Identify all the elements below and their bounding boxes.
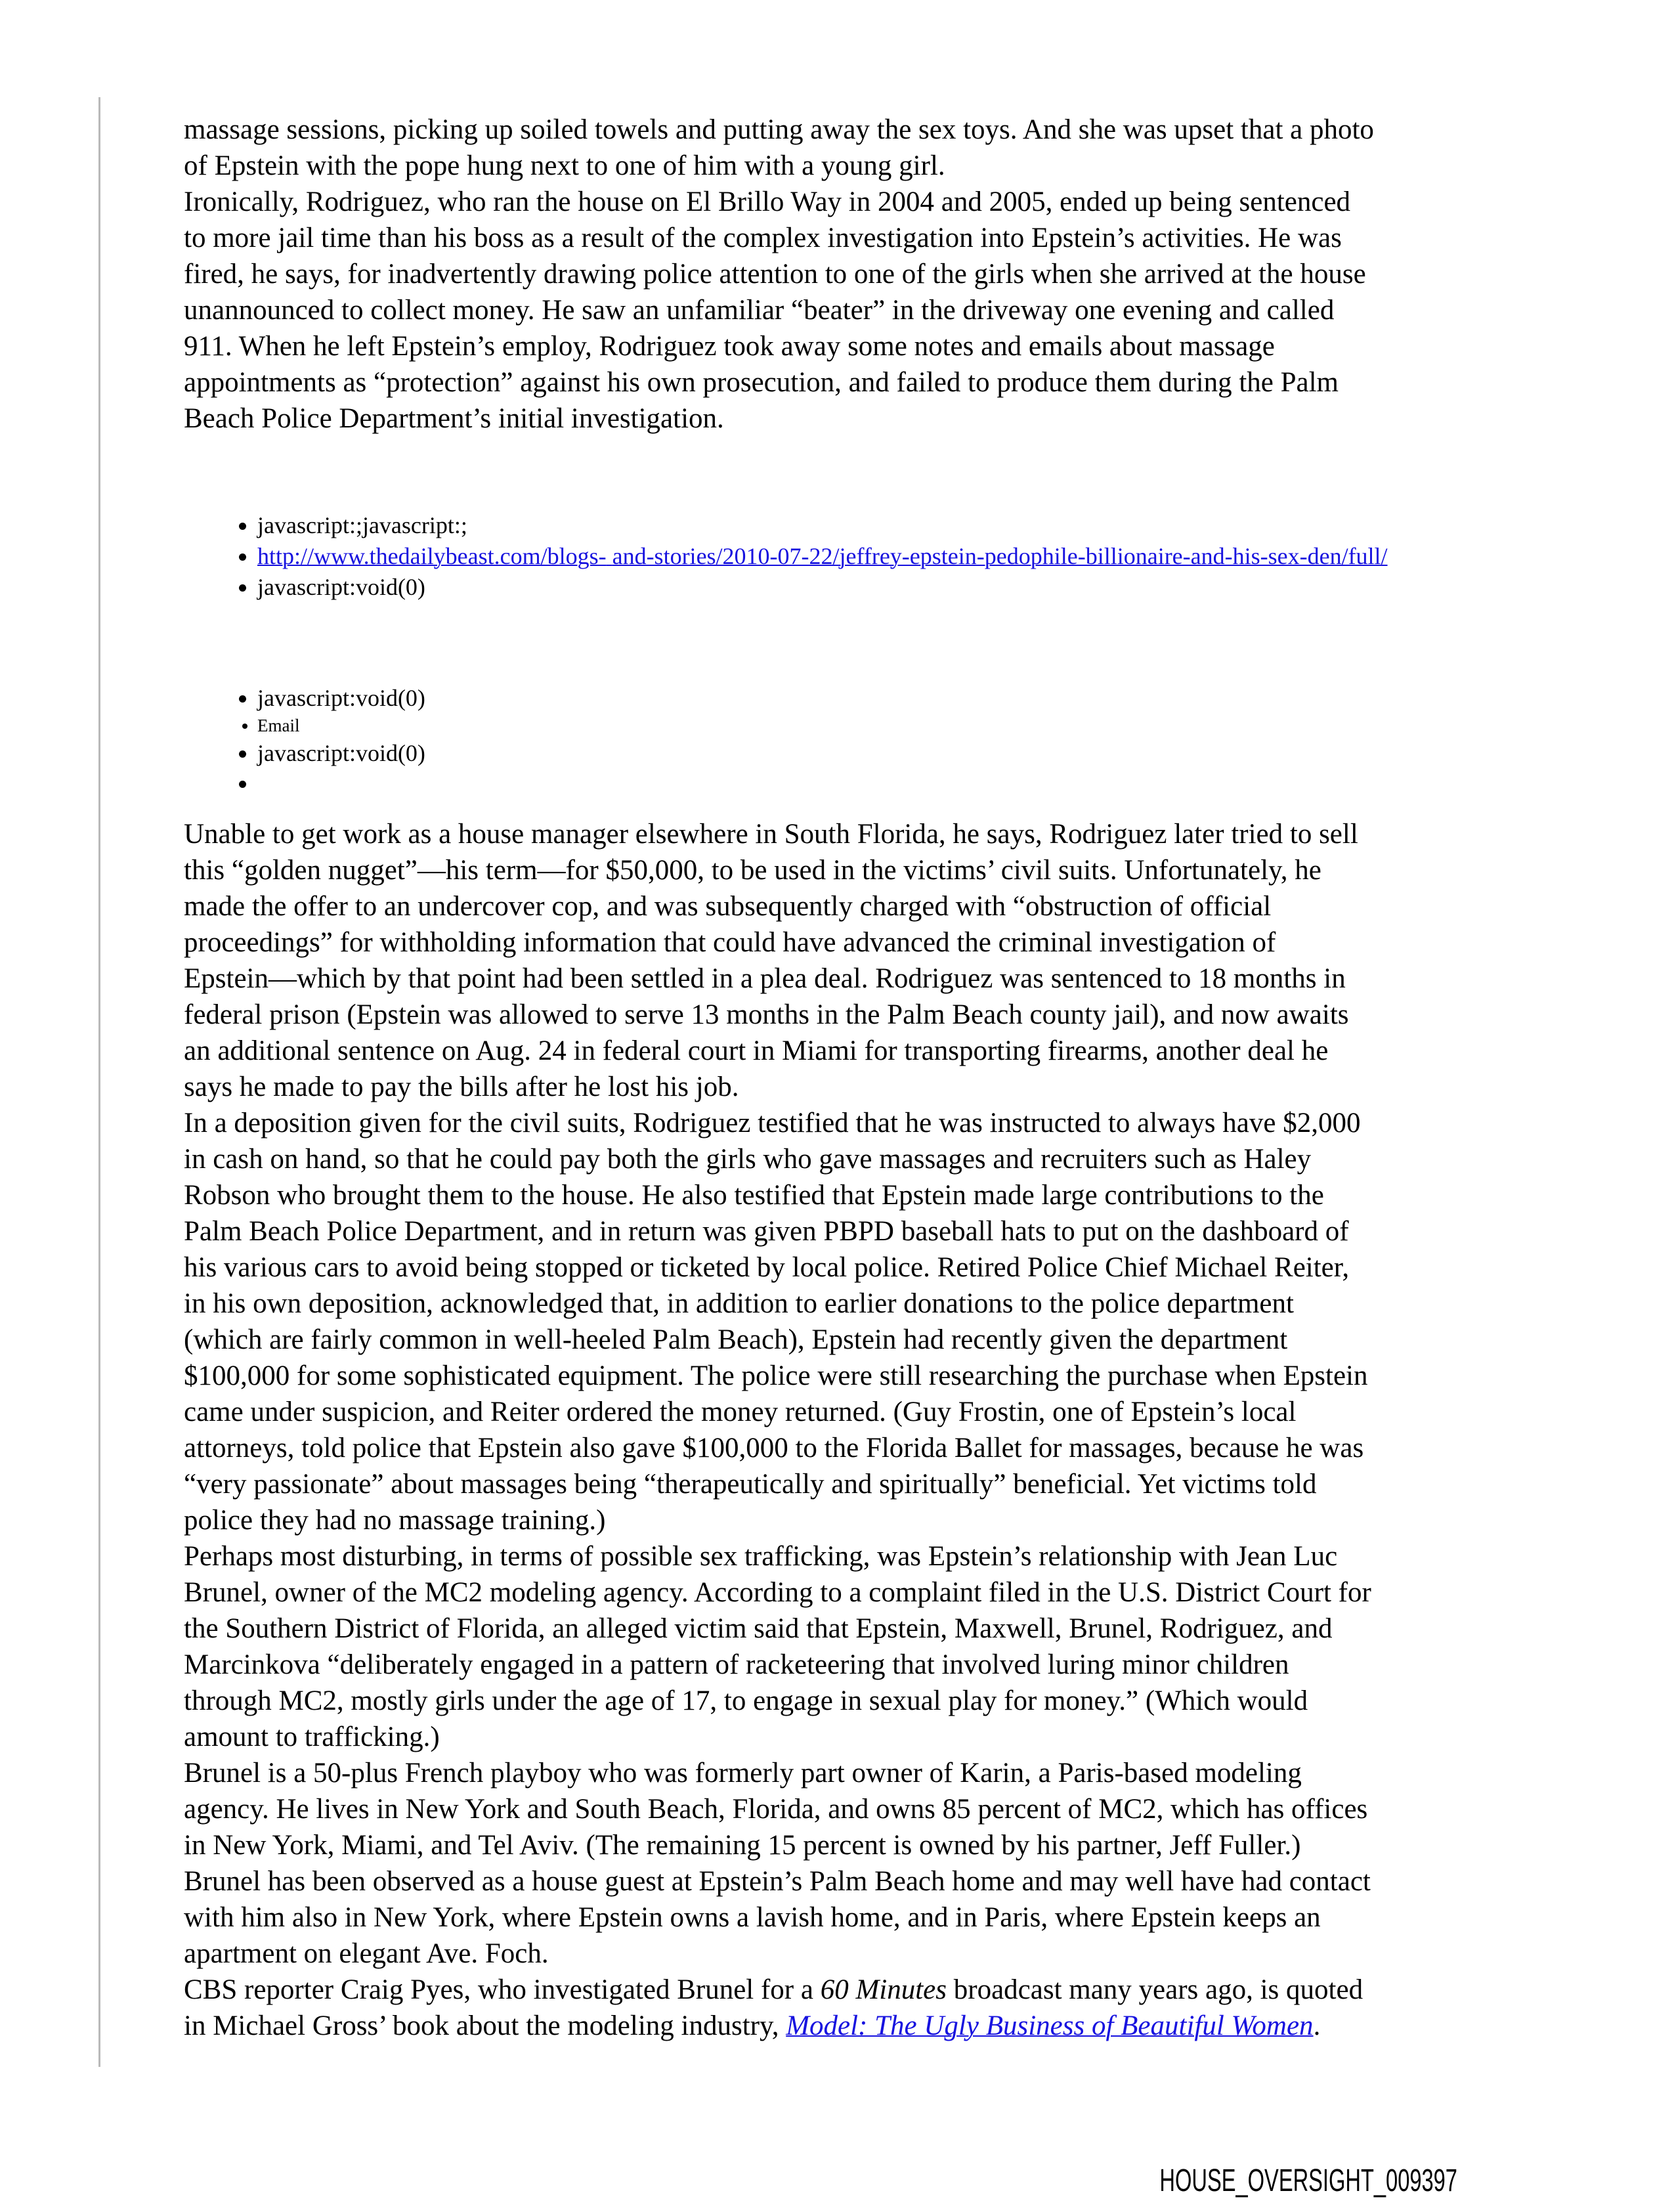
list-item-article-url	[257, 541, 1592, 572]
text-line: unannounced to collect money. He saw an unfamiliar “beater” in the driveway one evening and called	[184, 295, 1335, 326]
text-line: through MC2, mostly girls under the age of 17, to engage in sexual play for money.” (Which would	[184, 1685, 1308, 1716]
share-links-list	[184, 510, 1592, 603]
text-line: Unable to get work as a house manager elsewhere in South Florida, he says, Rodriguez later tried to sell	[184, 819, 1358, 850]
text-line: in his own deposition, acknowledged that, in addition to earlier donations to the police department	[184, 1288, 1294, 1319]
list-item-javascript	[257, 572, 1592, 603]
javascript-link-text: javascript:void(0)	[257, 740, 425, 766]
paragraph-5	[184, 1755, 1592, 1972]
text-line: Marcinkova “deliberately engaged in a pattern of racketeering that involved luring minor children	[184, 1649, 1289, 1680]
paragraph-6	[184, 1972, 1592, 2044]
text-line: Perhaps most disturbing, in terms of possible sex trafficking, was Epstein’s relationship with Jean Luc	[184, 1541, 1338, 1572]
text-line: Palm Beach Police Department, and in return was given PBPD baseball hats to put on the dashboard of	[184, 1216, 1349, 1247]
paragraph-3	[184, 1105, 1592, 1538]
text-line: says he made to pay the bills after he lost his job.	[184, 1072, 739, 1102]
text-line: Epstein—which by that point had been settled in a plea deal. Rodriguez was sentenced to 18 months in	[184, 963, 1346, 994]
javascript-link-text: javascript:void(0)	[257, 685, 425, 711]
text-line: in cash on hand, so that he could pay both the girls who gave massages and recruiters such as Haley	[184, 1144, 1312, 1175]
bates-stamp: HOUSE_OVERSIGHT_009397	[1159, 2163, 1457, 2198]
share-links-list-2	[184, 683, 1592, 798]
text-line: his various cars to avoid being stopped or ticketed by local police. Retired Police Chief Michael Reiter,	[184, 1252, 1350, 1283]
email-link-text: Email	[257, 716, 300, 735]
text-line: federal prison (Epstein was allowed to serve 13 months in the Palm Beach county jail), and now awaits	[184, 999, 1349, 1030]
text-line: appointments as “protection” against his own prosecution, and failed to produce them during the Palm	[184, 367, 1339, 398]
text-line: the Southern District of Florida, an alleged victim said that Epstein, Maxwell, Brunel, Rodriguez, and	[184, 1613, 1333, 1644]
text-line: Robson who brought them to the house. He also testified that Epstein made large contributions to the	[184, 1180, 1324, 1211]
text-run: CBS reporter Craig Pyes, who investigated Brunel for a	[184, 1974, 821, 2005]
text-line: came under suspicion, and Reiter ordered the money returned. (Guy Frostin, one of Epstein’s local	[184, 1397, 1297, 1427]
paragraph-1	[184, 112, 1592, 437]
text-line: Brunel, owner of the MC2 modeling agency. According to a complaint filed in the U.S. District Court for	[184, 1577, 1371, 1608]
paragraph-2	[184, 816, 1592, 1105]
javascript-link-text: javascript:void(0)	[257, 574, 425, 600]
text-line: in New York, Miami, and Tel Aviv. (The remaining 15 percent is owned by his partner, Jeff Fuller.)	[184, 1830, 1301, 1861]
text-line: made the offer to an undercover cop, and was subsequently charged with “obstruction of official	[184, 891, 1272, 922]
dailybeast-article-link[interactable]	[257, 543, 1388, 569]
text-line: an additional sentence on Aug. 24 in federal court in Miami for transporting firearms, another deal he	[184, 1035, 1329, 1066]
text-line: with him also in New York, where Epstein owns a lavish home, and in Paris, where Epstein keeps an	[184, 1902, 1321, 1933]
list-item-javascript	[257, 738, 1592, 769]
list-item-empty	[257, 769, 1592, 798]
text-line: proceedings” for withholding information that could have advanced the criminal investigation of	[184, 927, 1276, 958]
text-line: $100,000 for some sophisticated equipment. The police were still researching the purchase when Epstein	[184, 1360, 1368, 1391]
text-line: Beach Police Department’s initial investigation.	[184, 403, 724, 434]
url-segment: and-stories/2010-07-22/jeffrey-epstein-pedophile-billionaire-and-his-sex-den/full/	[612, 543, 1388, 569]
sixty-minutes-title: 60 Minutes	[820, 1974, 947, 2005]
list-item-javascript	[257, 510, 1592, 541]
left-margin-rule	[98, 97, 100, 2067]
text-run: broadcast many years ago, is quoted	[947, 1974, 1363, 2005]
text-line: fired, he says, for inadvertently drawing police attention to one of the girls when she arrived at the house	[184, 259, 1366, 290]
text-run: .	[1313, 2010, 1321, 2041]
text-run: in Michael Gross’ book about the modeling industry,	[184, 2010, 786, 2041]
list-item-javascript	[257, 683, 1592, 714]
text-line: of Epstein with the pope hung next to one of him with a young girl.	[184, 150, 945, 181]
text-line: 911. When he left Epstein’s employ, Rodriguez took away some notes and emails about massage	[184, 331, 1275, 362]
model-book-link[interactable]: Model: The Ugly Business of Beautiful Women	[786, 2010, 1314, 2041]
text-line	[184, 1972, 1592, 2008]
text-line: this “golden nugget”—his term—for $50,000, to be used in the victims’ civil suits. Unfortunately, he	[184, 855, 1321, 886]
text-line: attorneys, told police that Epstein also gave $100,000 to the Florida Ballet for massages, because he was	[184, 1433, 1364, 1464]
text-line: apartment on elegant Ave. Foch.	[184, 1938, 549, 1969]
text-line: In a deposition given for the civil suits, Rodriguez testified that he was instructed to always have $2,000	[184, 1108, 1361, 1139]
text-line: to more jail time than his boss as a result of the complex investigation into Epstein’s activities. He was	[184, 223, 1342, 253]
document-body	[184, 112, 1592, 2044]
text-line: “very passionate” about massages being “therapeutically and spiritually” beneficial. Yet victims told	[184, 1469, 1317, 1500]
text-line: massage sessions, picking up soiled towels and putting away the sex toys. And she was upset that a photo	[184, 114, 1374, 145]
url-segment: http://www.thedailybeast.com/blogs-	[257, 543, 607, 569]
text-line: Brunel is a 50-plus French playboy who was formerly part owner of Karin, a Paris-based modeling	[184, 1758, 1302, 1789]
javascript-link-text: javascript:;javascript:;	[257, 512, 467, 538]
text-line: agency. He lives in New York and South Beach, Florida, and owns 85 percent of MC2, which has offices	[184, 1794, 1368, 1825]
text-line	[184, 2008, 1592, 2044]
text-line: Ironically, Rodriguez, who ran the house on El Brillo Way in 2004 and 2005, ended up being sentenced	[184, 186, 1351, 217]
text-line: (which are fairly common in well-heeled Palm Beach), Epstein had recently given the department	[184, 1324, 1288, 1355]
text-line: amount to trafficking.)	[184, 1722, 440, 1752]
text-line: Brunel has been observed as a house guest at Epstein’s Palm Beach home and may well have had contact	[184, 1866, 1371, 1897]
list-item-email	[257, 714, 1592, 738]
paragraph-4	[184, 1538, 1592, 1755]
text-line: police they had no massage training.)	[184, 1505, 606, 1536]
